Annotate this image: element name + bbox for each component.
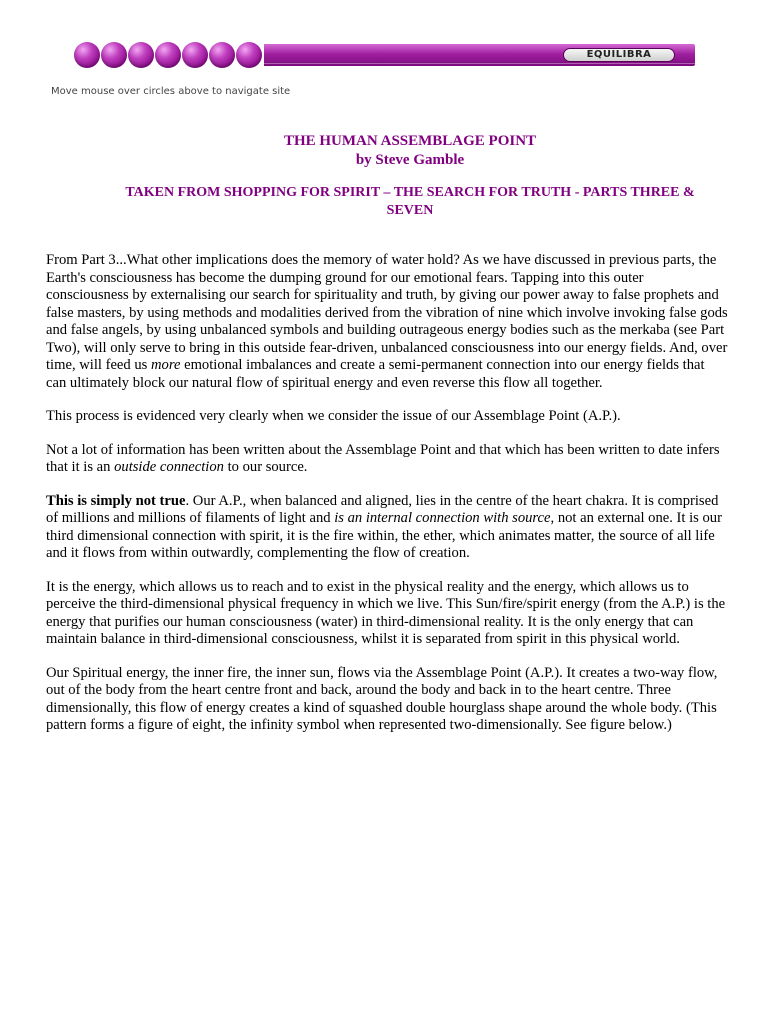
paragraph-6: Our Spiritual energy, the inner fire, the inner sun, flows via the Assemblage Point (A.P.). It creates a two-way flow, out of the body from the heart centre front and back, around the body and back in to the heart centre. Three dimensionally, this flow of energy creates a kind of squashed double hourglass shape around the whole body. (This pattern forms a figure of eight, the infinity symbol when represented two-dimensionally. See figure below.) (46, 664, 718, 733)
paragraph-4-text-a: . Our A.P., when balanced and aligned, lies in the centre of the heart chakra. It is comprised of millions and millions of filaments of light and (46, 492, 719, 526)
source-line-1: TAKEN FROM SHOPPING FOR SPIRIT – THE SEARCH FOR TRUTH - PARTS THREE & (125, 185, 695, 200)
site-navigation-bar (74, 42, 695, 68)
nav-circles (74, 42, 262, 68)
paragraph-3-emphasis: outside connection (114, 459, 224, 475)
paragraph-4-strong: This is simply not true (46, 492, 186, 509)
article-source (0, 184, 768, 220)
paragraph-1-text-b: emotional imbalances and create a semi-permanent connection into our energy fields that can ultimately block our natural flow of spiritual energy and even reverse this flow all together. (46, 357, 705, 391)
paragraph-1-emphasis: more (150, 357, 181, 373)
paragraph-3-text-a: Not a lot of information has been written about the Assemblage Point and that which has been written to date infers that it is an (46, 441, 720, 475)
paragraph-5: It is the energy, which allows us to reach and to exist in the physical reality and the energy, which allows us to perceive the third-dimensional physical frequency in which we live. This Sun/fire/spirit energy (from the A.P.) is the energy that purifies our human consciousness (water) in third-dimensional reality. It is the only energy that can maintain balance in third-dimensional consciousness, whilst it is separated from spirit in this physical world. (46, 578, 726, 647)
nav-circle-3[interactable] (128, 42, 154, 68)
logo-text: EQUILIBRA (586, 49, 652, 60)
paragraph-4-emphasis: is an internal connection with source (334, 510, 551, 526)
article-header (0, 132, 768, 170)
paragraph-4 (46, 493, 728, 563)
source-line-2: SEVEN (386, 203, 434, 218)
nav-circle-7[interactable] (236, 42, 262, 68)
navigation-hint: Move mouse over circles above to navigate site (51, 86, 291, 97)
article-body (46, 252, 728, 751)
nav-circle-1[interactable] (74, 42, 100, 68)
nav-circle-2[interactable] (101, 42, 127, 68)
equilibra-logo[interactable] (563, 48, 675, 62)
paragraph-2: This process is evidenced very clearly when we consider the issue of our Assemblage Point (A.P.). (46, 408, 621, 424)
nav-circle-6[interactable] (209, 42, 235, 68)
nav-circle-4[interactable] (155, 42, 181, 68)
paragraph-3-text-b: to our source. (223, 459, 308, 475)
paragraph-3 (46, 442, 728, 477)
paragraph-1 (46, 252, 728, 392)
article-author: by Steve Gamble (355, 152, 465, 168)
article-title: THE HUMAN ASSEMBLAGE POINT (283, 133, 537, 149)
nav-circle-5[interactable] (182, 42, 208, 68)
paragraph-4-text-b: , not an external one. It is our third dimensional connection with spirit, it is the fire within, the ether, which animates matter, the source of all life and it flows from within outwardly, complementing the flow of creation. (46, 510, 722, 561)
paragraph-1-text-a: From Part 3...What other implications does the memory of water hold? As we have discussed in previous parts, the Earth's consciousness has become the dumping ground for our emotional fears. Tapping into this outer consciousness by externalising our search for spirituality and truth, by giving our power away to false prophets and false masters, by using methods and modalities derived from the vibration of nine which involve invoking false gods and false angels, by using unbalanced symbols and building outrageous energy bodies such as the merkaba (see Part Two), will only serve to bring in this outside fear-driven, unbalanced consciousness into our energy fields. And, over time, will feed us (46, 252, 728, 373)
